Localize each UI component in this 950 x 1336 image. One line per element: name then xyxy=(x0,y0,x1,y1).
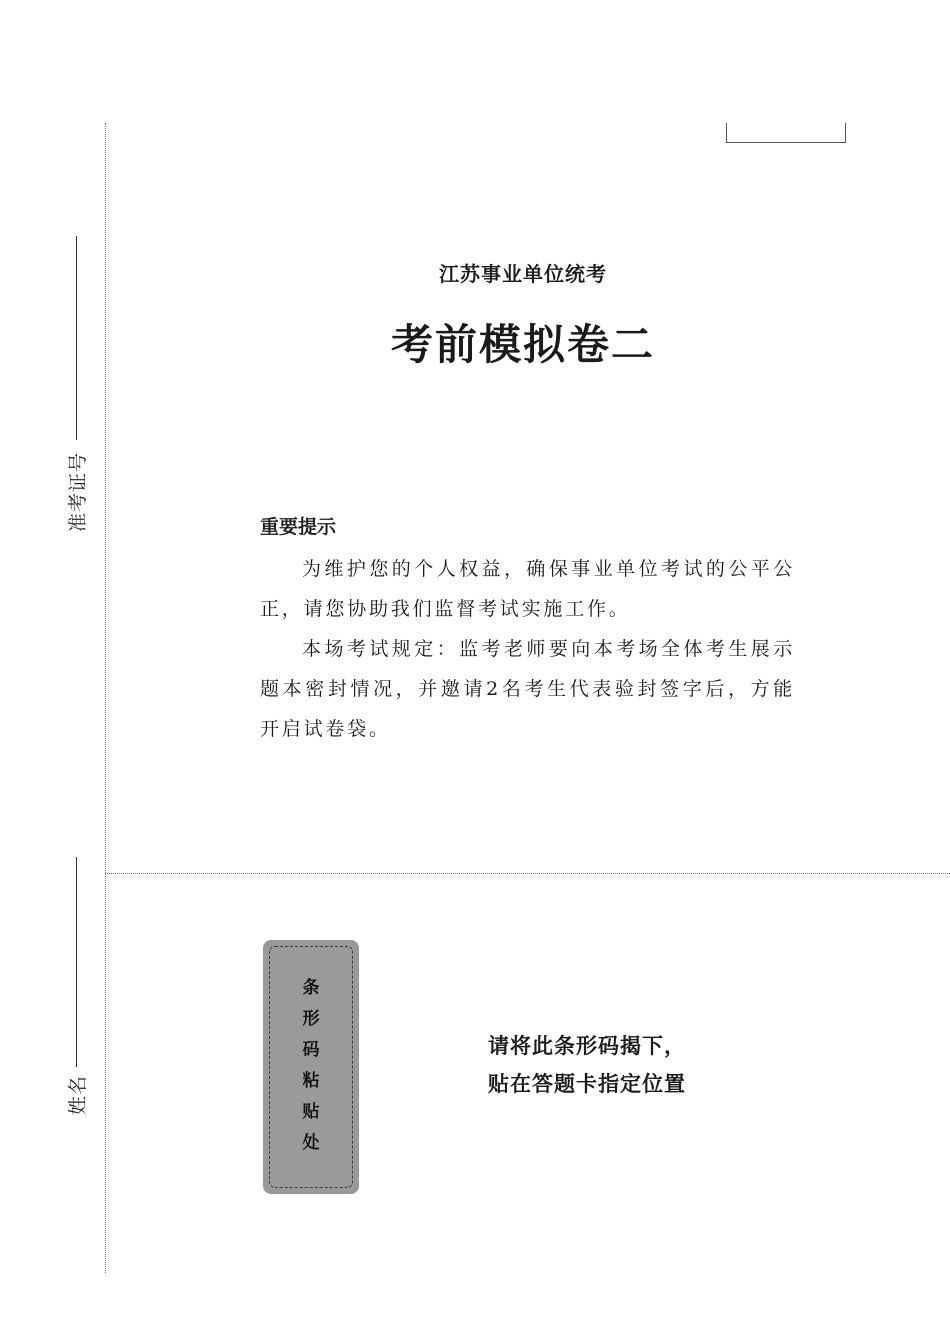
notice-heading: 重要提示 xyxy=(260,516,337,538)
name-underline[interactable] xyxy=(76,857,77,1067)
barcode-char: 码 xyxy=(302,1040,320,1060)
exam-id-label: 准考证号 xyxy=(67,451,89,532)
exam-subtitle: 江苏事业单位统考 xyxy=(439,262,607,286)
name-label: 姓名 xyxy=(67,1074,89,1115)
notice-paragraph-2: 本场考试规定：监考老师要向本考场全体考生展示题本密封情况，并邀请2名考生代表验封签字后，方能开启试卷袋。 xyxy=(260,638,795,740)
binding-dotted-line-vertical xyxy=(105,123,106,1273)
top-corner-box xyxy=(726,123,846,143)
barcode-instruction-line-2: 贴在答题卡指定位置 xyxy=(488,1072,686,1096)
barcode-sticker-area xyxy=(263,940,359,1194)
barcode-char: 粘 xyxy=(302,1071,320,1091)
notice-paragraph-1: 为维护您的个人权益，确保事业单位考试的公平公正，请您协助我们监督考试实施工作。 xyxy=(260,558,795,620)
barcode-char: 处 xyxy=(302,1133,320,1153)
barcode-char: 贴 xyxy=(302,1102,320,1122)
page-title: 考前模拟卷二 xyxy=(390,320,655,369)
barcode-label xyxy=(263,973,359,1159)
barcode-instruction-line-1: 请将此条形码揭下， xyxy=(488,1034,686,1058)
barcode-char: 形 xyxy=(302,1009,320,1029)
barcode-char: 条 xyxy=(302,978,320,998)
seal-dotted-line-horizontal xyxy=(105,873,950,874)
